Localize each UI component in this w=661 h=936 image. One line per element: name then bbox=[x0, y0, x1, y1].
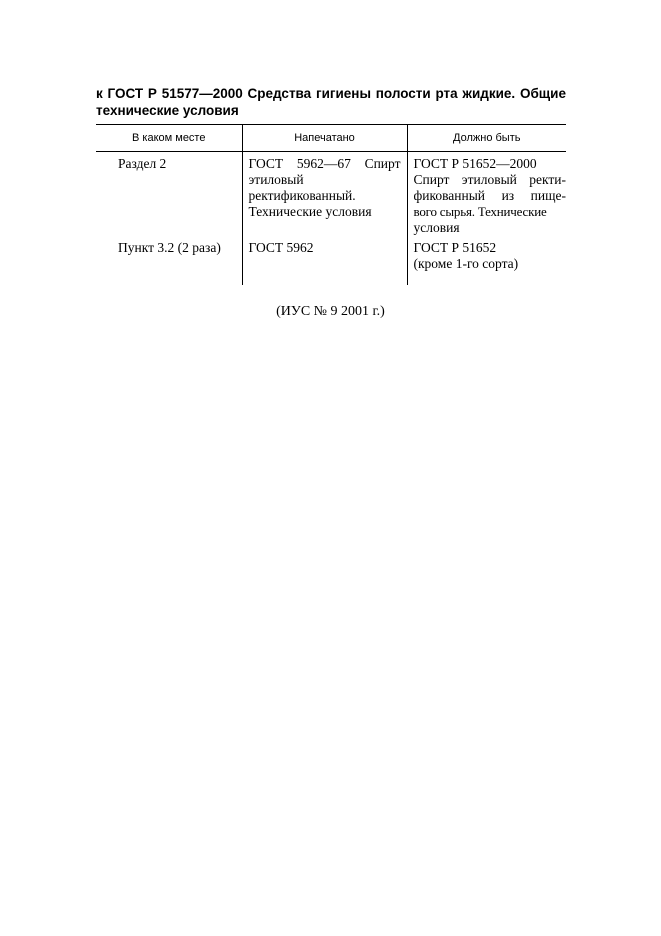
amendment-heading: к ГОСТ Р 51577—2000 Средства гигиены полости рта жидкие. Общие технические условия bbox=[96, 86, 566, 118]
corrections-table-container bbox=[96, 124, 566, 285]
cell-text: Пункт 3.2 (2 раза) bbox=[118, 240, 221, 255]
cell-text: (кроме 1-го сорта) bbox=[413, 256, 519, 271]
cell-should-be bbox=[407, 236, 566, 285]
cell-text: этиловый bbox=[248, 172, 304, 187]
cell-printed bbox=[242, 152, 407, 237]
cell-text: ГОСТ Р 51652 bbox=[413, 240, 497, 255]
header-should-be: Должно быть bbox=[407, 125, 566, 152]
cell-text: ГОСТ Р 51652—2000 bbox=[413, 156, 537, 171]
cell-should-be bbox=[407, 152, 566, 237]
cell-text: ГОСТ 5962—67 Спирт bbox=[248, 156, 401, 171]
cell-printed bbox=[242, 236, 407, 285]
cell-text: Раздел 2 bbox=[118, 156, 167, 171]
cell-text: ГОСТ 5962 bbox=[248, 240, 314, 255]
header-printed: Напечатано bbox=[242, 125, 407, 152]
header-where: В каком месте bbox=[96, 125, 242, 152]
cell-text: ректификованный. bbox=[248, 188, 356, 203]
source-reference: (ИУС № 9 2001 г.) bbox=[276, 304, 385, 319]
cell-text: вого сырья. Технические bbox=[413, 204, 547, 219]
table-header-row bbox=[96, 125, 566, 152]
table-row bbox=[96, 236, 566, 285]
corrections-table bbox=[96, 124, 566, 285]
cell-text: фикованный из пище- bbox=[413, 188, 566, 203]
cell-text: Спирт этиловый ректи- bbox=[413, 172, 566, 187]
cell-text: условия bbox=[413, 220, 460, 235]
cell-text: Технические условия bbox=[248, 204, 372, 219]
cell-where bbox=[96, 236, 242, 285]
table-row bbox=[96, 152, 566, 237]
cell-where bbox=[96, 152, 242, 237]
